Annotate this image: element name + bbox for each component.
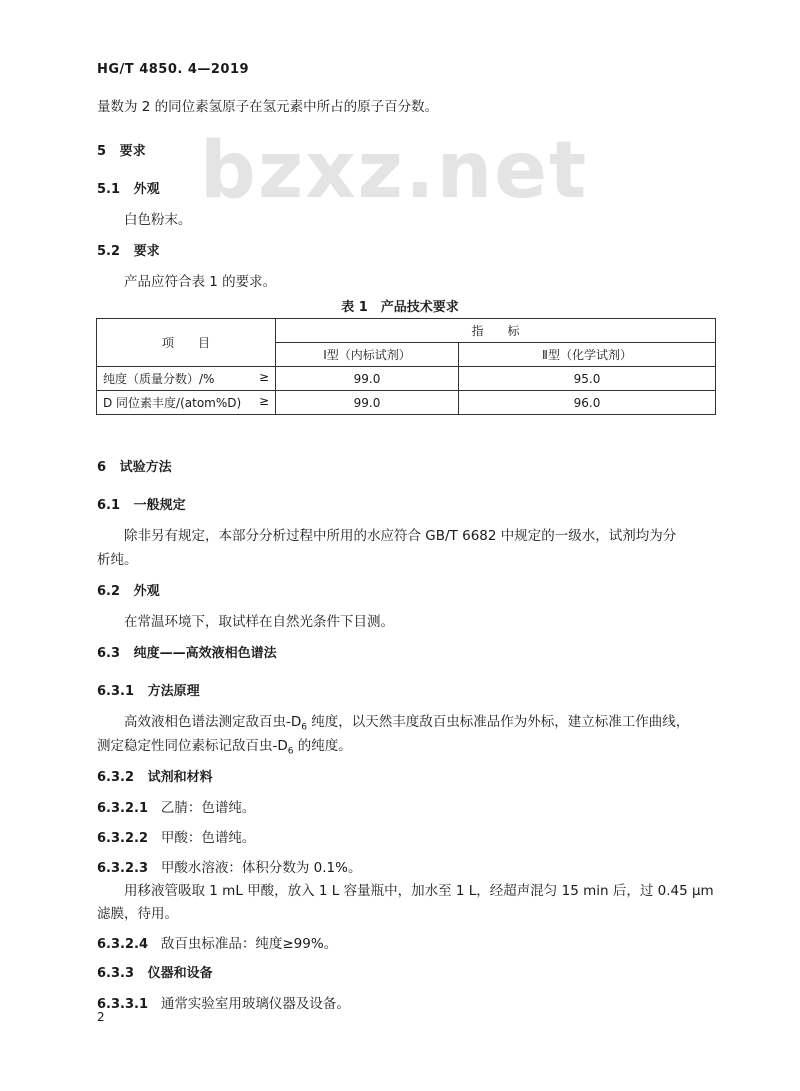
intro-line: 量数为 2 的同位素氢原子在氢元素中所占的原子百分数。 — [97, 99, 439, 115]
section-5-heading: 5 要求 — [97, 144, 146, 159]
watermark: bzxz.net — [200, 126, 589, 216]
table-cell-value: 99.0 — [276, 367, 459, 391]
section-6-heading: 6 试验方法 — [97, 460, 172, 475]
table-cell-value: 96.0 — [459, 391, 716, 415]
table-row — [97, 391, 716, 415]
section-6-3-1-text-cont: 测定稳定性同位素标记敌百虫$-D_6$ 的纯度。 — [97, 738, 352, 757]
section-6-2-text: 在常温环境下，取试样在自然光条件下目测。 — [124, 614, 394, 630]
table-cell-value: 95.0 — [459, 367, 716, 391]
item-6-3-3-1: 6.3.3.1 通常实验室用玻璃仪器及设备。 — [97, 996, 350, 1012]
table-header-index: 指 标 — [276, 319, 716, 343]
section-6-3-3-heading: 6.3.3 仪器和设备 — [97, 966, 213, 981]
spec-table — [96, 318, 716, 415]
table-header-item: 项 目 — [97, 319, 276, 367]
table-row — [97, 367, 716, 391]
section-5-2-text: 产品应符合表 1 的要求。 — [124, 274, 277, 290]
table-cell-value: 99.0 — [276, 391, 459, 415]
item-6-3-2-3-text-cont: 滤膜，待用。 — [97, 906, 178, 922]
section-6-2-heading: 6.2 外观 — [97, 584, 160, 599]
item-6-3-2-2: 6.3.2.2 甲酸：色谱纯。 — [97, 830, 256, 846]
table-cell-name: D 同位素丰度/(atom%D) ≥ — [97, 391, 276, 415]
section-6-3-1-heading: 6.3.1 方法原理 — [97, 684, 200, 699]
table-caption: 表 1 产品技术要求 — [341, 300, 459, 315]
standard-number: HG/T 4850. 4—2019 — [97, 62, 250, 77]
section-6-1-text: 除非另有规定，本部分分析过程中所用的水应符合 GB/T 6682 中规定的一级水，试剂均为分 — [124, 528, 677, 544]
section-6-3-2-heading: 6.3.2 试剂和材料 — [97, 770, 213, 785]
item-6-3-2-3-text: 用移液管吸取 1 mL 甲酸，放入 1 L 容量瓶中，加水至 1 L，经超声混匀 15 min 后，过 0.45 μm — [124, 883, 714, 899]
item-6-3-2-1: 6.3.2.1 乙腈：色谱纯。 — [97, 800, 256, 816]
item-6-3-2-3: 6.3.2.3 甲酸水溶液：体积分数为 0.1%。 — [97, 860, 362, 876]
section-6-3-1-text: 高效液相色谱法测定敌百虫$-D_6$ 纯度，以天然丰度敌百虫标准品作为外标，建立标准工作曲线， — [124, 714, 690, 733]
page-number: 2 — [97, 1010, 105, 1024]
table-cell-name: 纯度（质量分数）/% ≥ — [97, 367, 276, 391]
section-6-3-heading: 6.3 纯度——高效液相色谱法 — [97, 646, 277, 661]
item-6-3-2-4: 6.3.2.4 敌百虫标准品：纯度≥99%。 — [97, 936, 338, 952]
section-5-2-heading: 5.2 要求 — [97, 244, 160, 259]
table-header-type2: Ⅱ型（化学试剂） — [459, 343, 716, 367]
section-5-1-heading: 5.1 外观 — [97, 182, 160, 197]
section-6-1-text-cont: 析纯。 — [97, 552, 138, 568]
section-5-1-text: 白色粉末。 — [124, 212, 192, 228]
section-6-1-heading: 6.1 一般规定 — [97, 498, 186, 513]
table-header-type1: Ⅰ型（内标试剂） — [276, 343, 459, 367]
